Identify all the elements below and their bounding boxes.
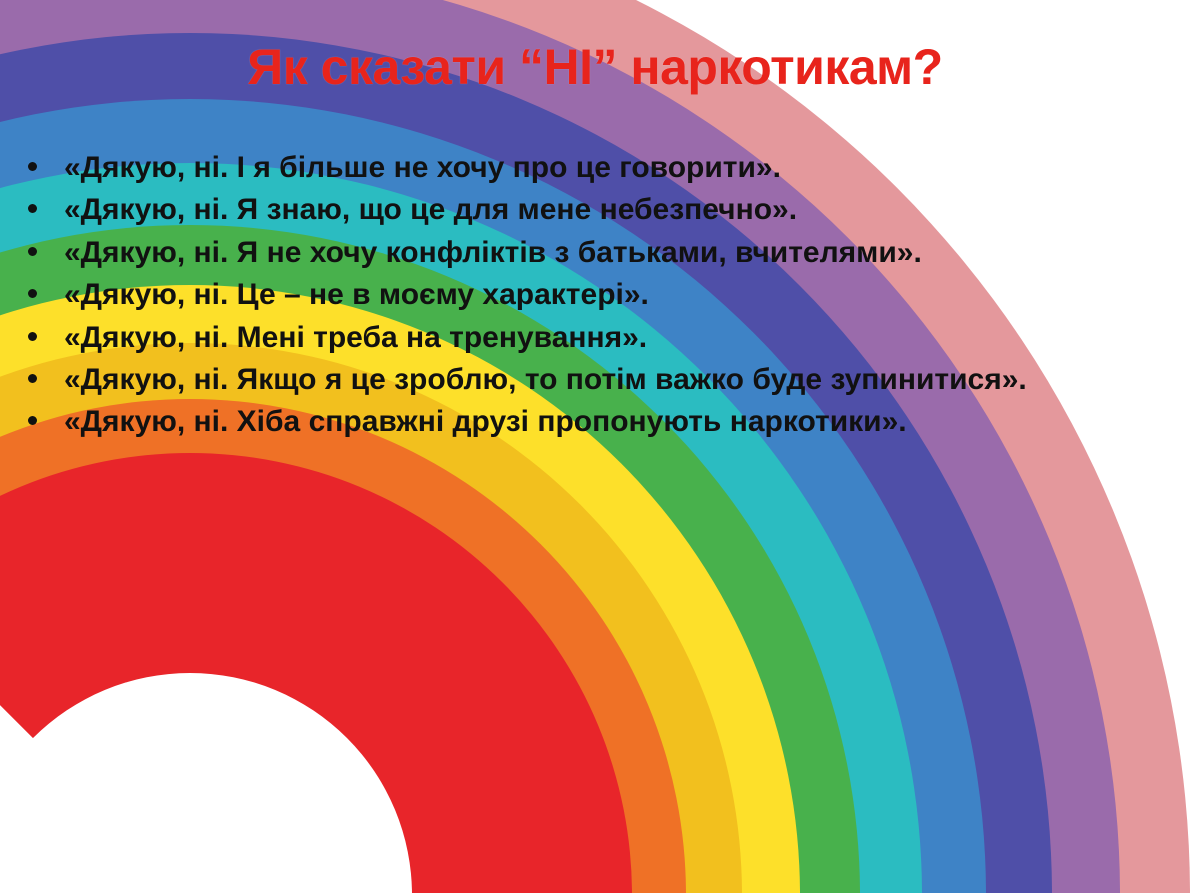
list-item-text: «Дякую, ні. І я більше не хочу про це говорити».	[64, 151, 781, 184]
list-item-text: «Дякую, ні. Я знаю, що це для мене небезпечно».	[64, 193, 798, 227]
list-item-text: «Дякую, ні. Хіба справжні друзі пропонують наркотики».	[64, 405, 907, 439]
bullet-list	[12, 150, 1178, 447]
list-item-text: «Дякую, ні. Я не хочу конфліктів з батьками, вчителями».	[64, 235, 922, 269]
list-item-text: «Дякую, ні. Якщо я це зроблю, то потім важко буде зупинитися».	[64, 362, 1027, 396]
list-item	[12, 362, 1178, 397]
list-item	[12, 192, 1178, 227]
list-item	[12, 320, 1178, 355]
bullet-dot-icon	[28, 289, 37, 298]
page-title: Як сказати “НІ” наркотикам?	[247, 39, 943, 95]
list-item	[12, 150, 1178, 185]
bullet-dot-icon	[28, 332, 37, 341]
bullet-dot-icon	[28, 247, 37, 256]
bullet-dot-icon	[28, 374, 37, 383]
bullet-dot-icon	[28, 162, 37, 171]
list-item-text: «Дякую, ні. Це – не в моєму характері».	[64, 278, 649, 312]
list-item-text: «Дякую, ні. Мені треба на тренування».	[64, 320, 648, 354]
bullet-dot-icon	[28, 416, 37, 425]
bullet-dot-icon	[28, 204, 37, 213]
list-item	[12, 235, 1178, 270]
list-item	[12, 277, 1178, 312]
list-item	[12, 404, 1178, 439]
